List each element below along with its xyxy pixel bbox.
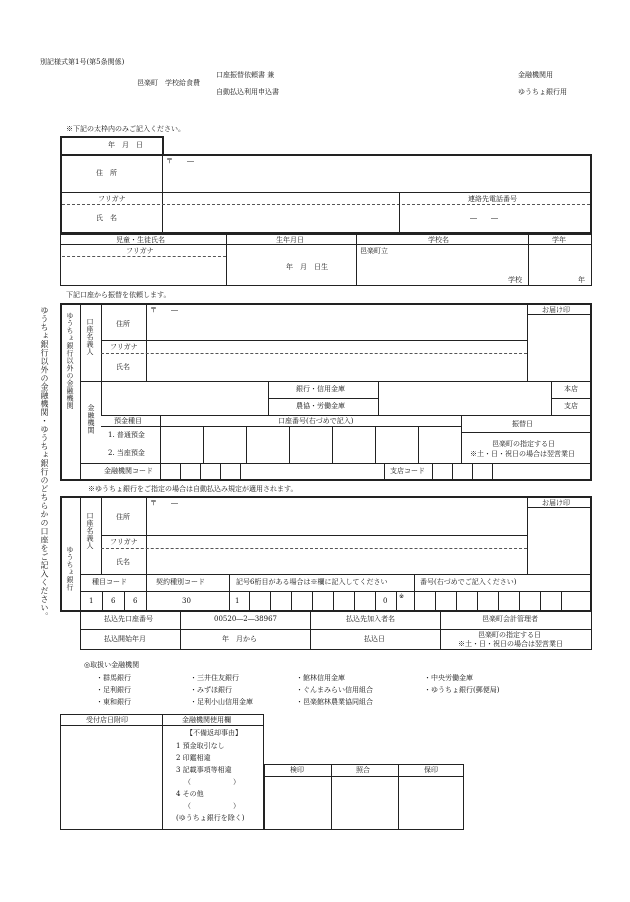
copy-label-yucho: ゆうちょ銀行用 (518, 88, 567, 96)
symbol-first-digit: 1 (235, 597, 240, 605)
symbol-last-digit: 0 (383, 597, 388, 605)
type-code-digit-3: 6 (133, 597, 138, 605)
institution-item: ・ゆうちょ銀行(郵便局) (424, 686, 500, 694)
copy-label-bank: 金融機関用 (518, 71, 553, 79)
type-code-digit-2: 6 (111, 597, 116, 605)
bank-address-label: 住所 (116, 320, 130, 328)
date-field[interactable]: 年 月 日 (108, 141, 143, 149)
bank-section-label: ゆうちょ銀行以外の金融機関 (66, 312, 74, 410)
payee-account-value: 00520―2―38967 (214, 615, 277, 623)
applicant-name-label: 氏 名 (96, 214, 117, 222)
applicant-furigana-label: フリガナ (98, 195, 126, 203)
received-stamp-label: 受付店日附印 (86, 716, 128, 724)
yucho-holder-label: 口座名義人 (86, 512, 94, 550)
transfer-note-1: 邑楽町の指定する日 (492, 440, 555, 448)
institution-label: 金融機関 (87, 404, 95, 434)
bank-holder-label: 口座名義人 (86, 318, 94, 356)
dob-field[interactable]: 年 月 日生 (286, 263, 328, 271)
bank-type-2: 農協・労働金庫 (296, 402, 345, 410)
institution-item: ・みずほ銀行 (190, 686, 232, 694)
bank-postal[interactable]: 〒 ― (150, 306, 178, 314)
keep-stamp-label: 保印 (424, 766, 438, 774)
reason-item: (ゆうちょ銀行を除く) (176, 814, 245, 822)
deposit-type-label: 預金種目 (114, 417, 142, 425)
account-number-label: 口座番号(右づめで記入) (278, 417, 354, 425)
yucho-address-label: 住所 (116, 513, 130, 521)
bank-furigana-label: フリガナ (110, 343, 138, 351)
institution-item: ・館林信用金庫 (296, 674, 345, 682)
deposit-option-current[interactable]: 2. 当座預金 (108, 449, 145, 457)
start-month-field[interactable]: 年 月から (222, 635, 257, 643)
type-code-label: 種目コード (92, 578, 127, 586)
verify-stamp-label: 照合 (356, 766, 370, 774)
branch-code-label: 支店コード (390, 467, 425, 475)
reason-item: 2 印鑑相違 (176, 754, 211, 762)
institution-item: ・群馬銀行 (96, 674, 131, 682)
transfer-date-label: 振替日 (512, 420, 533, 428)
contract-code-label: 契約種別コード (156, 578, 205, 586)
yucho-notice: ※ゆうちょ銀行をご指定の場合は自動払込み規定が適用されます。 (88, 485, 298, 493)
symbol-label: 記号6桁目がある場合は※欄に記入してください (236, 578, 388, 586)
reason-item: （ ） (184, 802, 240, 810)
school-prefix: 邑楽町立 (360, 247, 388, 255)
yucho-name-label: 氏名 (116, 558, 130, 566)
yucho-seal-label: お届け印 (542, 499, 570, 507)
return-reason-heading: 【不備返却事由】 (186, 729, 242, 737)
grade-suffix: 年 (578, 276, 585, 284)
applicant-postal[interactable]: 〒 ― (166, 157, 194, 165)
reason-item: （ ） (184, 778, 240, 786)
pay-date-label: 払込日 (364, 635, 385, 643)
dob-label: 生年月日 (276, 236, 304, 244)
form-title-line1: 口座振替依頼書 兼 (216, 71, 275, 79)
school-label: 学校名 (428, 236, 449, 244)
institutions-heading: ◎取扱い金融機関 (84, 661, 140, 669)
star-mark: ※ (399, 593, 405, 600)
form-number: 別記様式第1号(第5条関係) (40, 58, 125, 66)
check-stamp-label: 検印 (290, 766, 304, 774)
applicant-address-label: 住 所 (96, 169, 117, 177)
branch-type-2: 支店 (564, 402, 578, 410)
bank-name-label: 氏名 (116, 363, 130, 371)
institution-item: ・ぐんまみらい信用組合 (296, 686, 373, 694)
yucho-postal[interactable]: 〒 ― (150, 499, 178, 507)
institution-item: ・足利小山信用金庫 (190, 698, 253, 706)
bank-use-label: 金融機関使用欄 (182, 716, 231, 724)
payee-account-label: 払込先口座番号 (104, 615, 153, 623)
number-label: 番号(右づめでご記入ください) (420, 578, 517, 586)
institution-item: ・中央労働金庫 (424, 674, 473, 682)
organization-label: 邑楽町 学校給食費 (137, 79, 200, 87)
instruction-text: ※下記の太枠内のみご記入ください。 (66, 125, 185, 133)
reason-item: 4 その他 (176, 790, 204, 798)
type-code-digit-1: 1 (89, 597, 94, 605)
payee-name-label: 払込先加入者名 (346, 615, 395, 623)
pay-note-1: 邑楽町の指定する日 (478, 631, 541, 639)
student-furigana-label: フリガナ (126, 247, 154, 255)
reason-item: 3 記載事項等相違 (176, 766, 232, 774)
bank-type-1: 銀行・信用金庫 (296, 385, 345, 393)
deposit-option-ordinary[interactable]: 1. 普通預金 (108, 431, 145, 439)
school-suffix: 学校 (508, 276, 522, 284)
phone-field[interactable]: ― ― (470, 214, 498, 222)
grade-label: 学年 (552, 236, 566, 244)
yucho-furigana-label: フリガナ (110, 538, 138, 546)
institution-item: ・三井住友銀行 (190, 674, 239, 682)
request-text: 下記口座から振替を依頼します。 (66, 291, 171, 299)
transfer-note-2: ※土・日・祝日の場合は翌営業日 (470, 450, 575, 458)
payee-name-value: 邑楽町会計管理者 (482, 615, 538, 623)
start-month-label: 払込開始年月 (104, 635, 146, 643)
form-title-line2: 自動払込利用申込書 (216, 88, 279, 96)
contract-code-value: 30 (182, 597, 191, 605)
institution-item: ・足利銀行 (96, 686, 131, 694)
branch-type-1: 本店 (564, 385, 578, 393)
phone-label: 連絡先電話番号 (468, 195, 517, 203)
student-name-label: 児童・生徒氏名 (116, 236, 165, 244)
reason-item: 1 預金取引なし (176, 742, 225, 750)
yucho-section-label: ゆうちょ銀行 (66, 546, 74, 591)
institution-item: ・邑楽館林農業協同組合 (296, 698, 373, 706)
bank-seal-label: お届け印 (542, 306, 570, 314)
pay-note-2: ※土・日・祝日の場合は翌営業日 (458, 640, 563, 648)
side-note: ゆうちょ銀行以外の金融機関・ゆうちょ銀行のどちらかの口座をご記入ください。 (40, 306, 49, 621)
bank-code-label: 金融機関コード (104, 467, 153, 475)
institution-item: ・東和銀行 (96, 698, 131, 706)
